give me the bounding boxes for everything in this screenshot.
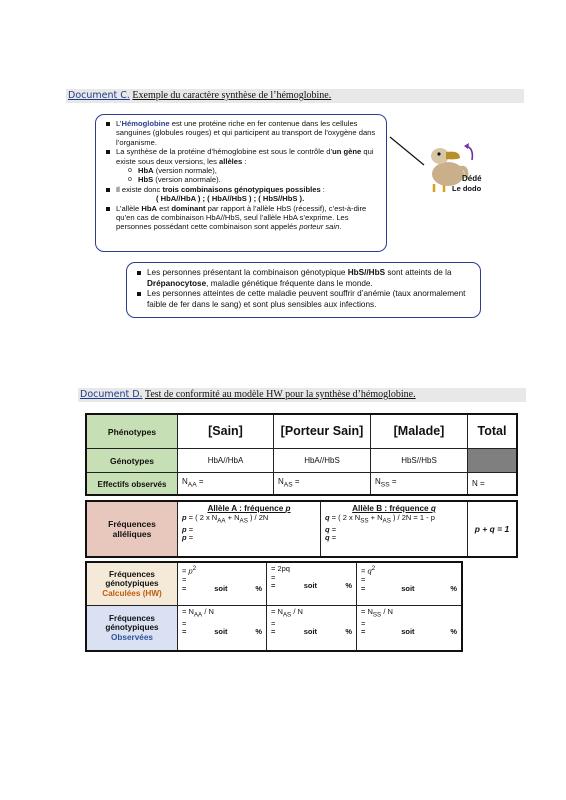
row-observed bbox=[86, 605, 462, 651]
obs-aa: = $N_{AA}$ / N = = soit % bbox=[178, 605, 267, 651]
allele-a-formula: p = ( 2 x $N_{AA} + N_{AS}$ ) / 2N bbox=[182, 512, 269, 525]
allele-hbs: o HbS (version anormale). bbox=[138, 175, 380, 184]
allele-a-line2: p = bbox=[182, 524, 194, 534]
effectif-aa: $N_{AA}$ = bbox=[178, 472, 274, 495]
phenotypes-label: Phénotypes bbox=[86, 414, 178, 448]
calc-ss: = $q^2$ = = soit % bbox=[357, 562, 463, 605]
bullet-drepanocytose: Les personnes présentant la combinaison génotypique HbS//HbS sont atteints de la Drépanocytose, maladie génétique fréquente dans le monde. bbox=[147, 268, 474, 289]
bullet-anemia: Les personnes atteintes de cette maladie peuvent souffrir d’anémie (taux anormalement faible de fer dans le sang) et sont plus sensibles aux infections. bbox=[147, 289, 474, 310]
combinations-list: ( HbA//HbA ) ; ( HbA//HbS ) ; ( HbS//HbS ). bbox=[156, 194, 305, 204]
allele-a-title: Allèle A : fréquence p bbox=[207, 504, 291, 513]
genotypes-label: Génotypes bbox=[86, 448, 178, 472]
calc-aa: = $p^2$ = = soit % bbox=[178, 562, 267, 605]
effectif-ss: $N_{SS}$ = bbox=[371, 472, 468, 495]
bullet-hemoglobin: L’Hémoglobine est une protéine riche en fer contenue dans les cellules sanguines (globules rouges) et qui participent au transport de l’oxygène dans l’organisme. bbox=[116, 119, 380, 147]
row-phenotypes bbox=[86, 414, 517, 448]
dodo-mascot bbox=[422, 138, 502, 198]
row-effectifs bbox=[86, 472, 517, 495]
genotype-as: HbA//HbS bbox=[274, 448, 371, 472]
doc-c-title: Exemple du caractère synthèse de l’hémoglobine. bbox=[132, 90, 332, 101]
obs-as: = $N_{AS}$ / N = = soit % bbox=[267, 605, 357, 651]
doc-c-header bbox=[66, 89, 524, 103]
doc-c-label: Document C. bbox=[68, 90, 130, 101]
calculated-label: Fréquences génotypiques Calculées (HW) bbox=[86, 562, 178, 605]
doc-d-header bbox=[78, 388, 526, 402]
allele-b-title: Allèle B : fréquence q bbox=[352, 504, 436, 513]
effectif-as: $N_{AS}$ = bbox=[274, 472, 371, 495]
genotype-aa: HbA//HbA bbox=[178, 448, 274, 472]
phenotype-malade: [Malade] bbox=[371, 414, 468, 448]
total-header: Total bbox=[468, 414, 518, 448]
calc-as: = 2pq = = soit % bbox=[267, 562, 357, 605]
sickle-cell-box bbox=[126, 262, 481, 318]
mascot-name: Dédé bbox=[462, 174, 482, 183]
obs-ss: = $N_{SS}$ / N = = soit % bbox=[357, 605, 463, 651]
genotypic-frequency-table bbox=[85, 561, 463, 652]
p-plus-q-equals-1: p + q = 1 bbox=[468, 501, 518, 557]
bullet-dominance: L’allèle HbA est dominant par rapport à l’allèle HbS (récessif), c’est-à-dire qu’en cas de combinaison HbA//HbS, seul l’allèle HbA s’exprime. Les personnes possédant cette combinaison sont appelés porteur sain. bbox=[116, 204, 380, 232]
doc-d-title: Test de conformité au modèle HW pour la synthèse d’hémoglobine. bbox=[144, 389, 416, 400]
allele-hba: o HbA (version normale), bbox=[138, 166, 380, 175]
doc-d-label: Document D. bbox=[80, 389, 143, 400]
row-genotypes bbox=[86, 448, 517, 472]
mascot-subtitle: Le dodo bbox=[452, 184, 482, 193]
allele-b-formula: q = ( 2 x $N_{SS} + N_{AS}$ ) / 2N = 1 - p bbox=[325, 512, 435, 525]
allele-b-cell bbox=[321, 501, 468, 557]
allele-frequency-table bbox=[85, 500, 518, 558]
allele-b-line2: q = bbox=[325, 524, 337, 534]
effectif-total: N = bbox=[468, 472, 518, 495]
hw-main-table bbox=[85, 413, 518, 496]
bullet-gene: La synthèse de la protéine d’hémoglobine est sous le contrôle d’un gène qui existe sous deux versions, les allèles : o HbA (version normale), o HbS (version anormale). bbox=[116, 147, 380, 185]
total-genotype-empty bbox=[468, 448, 518, 472]
allele-b-line3: q = bbox=[325, 533, 337, 543]
bullet-combinations: Il existe donc trois combinaisons génotypiques possibles : ( HbA//HbA ) ; ( HbA//HbS ) ; ( HbS//HbS ). bbox=[116, 185, 380, 204]
effectifs-label: Effectifs observés bbox=[86, 472, 178, 495]
allelic-frequency-label: Fréquences alléliques bbox=[86, 501, 178, 557]
genotype-ss: HbS//HbS bbox=[371, 448, 468, 472]
hemoglobin-info-box bbox=[95, 114, 387, 252]
phenotype-sain: [Sain] bbox=[178, 414, 274, 448]
row-calculated bbox=[86, 562, 462, 605]
allele-a-line3: p = bbox=[182, 533, 194, 543]
row-allelic-frequencies bbox=[86, 501, 517, 557]
phenotype-porteur-sain: [Porteur Sain] bbox=[274, 414, 371, 448]
allele-a-cell bbox=[178, 501, 321, 557]
observed-label: Fréquences génotypiques Observées bbox=[86, 605, 178, 651]
